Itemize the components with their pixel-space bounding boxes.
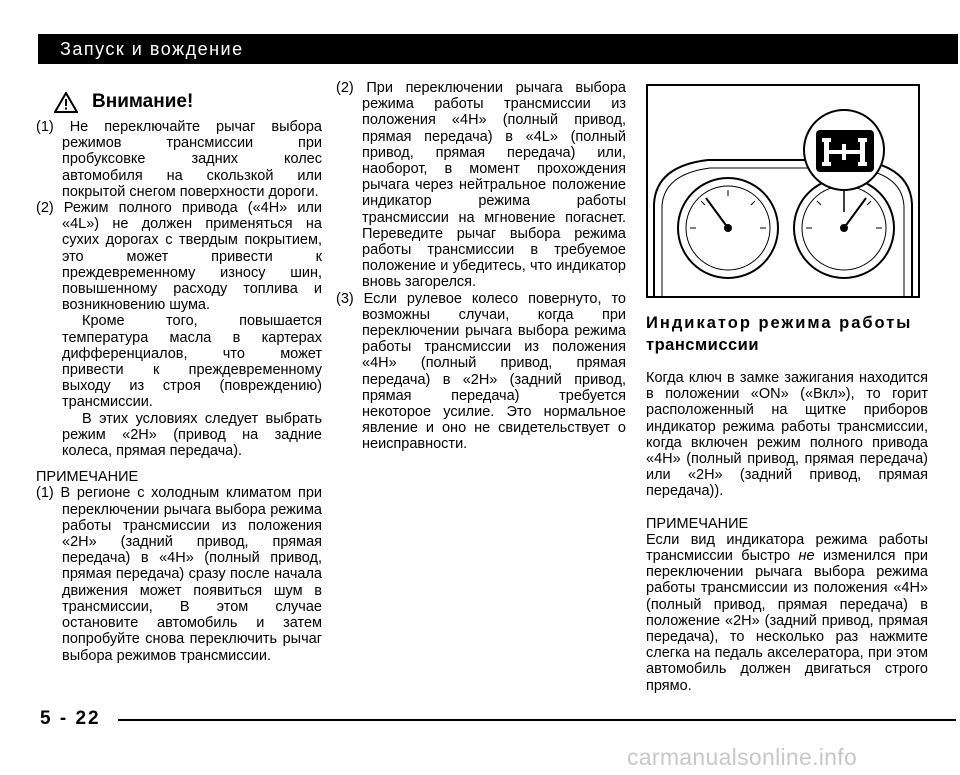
figure-caption-line-1: Индикатор режима работы <box>646 314 913 332</box>
note-heading-2: ПРИМЕЧАНИЕ <box>646 515 749 532</box>
note-item-2: (2) При переключении рычага выбора режима работы трансмиссии из положения «4H» (полный привод, прямая передача) в «4L» (полный привод, прямая передача) или, наоборот, в момент прохождения рычага через нейтральное положение индикатор режима работы трансмиссии на мгновение погаснет. Переведите рычаг выбора режима работы трансмиссии в требуемое положение и убедитесь, что индикатор вновь загорелся. <box>336 80 626 291</box>
figure-caption-line-2: трансмиссии <box>646 336 759 354</box>
indicator-description: Когда ключ в замке зажигания находится в положении «ON» («Вкл»), то горит расположенный на щитке приборов индикатор режима работы трансмиссии, когда включен режим полного привода «4H» (полный привод, прямая передача) или «2H» (задний привод, прямая передача)). <box>646 370 928 500</box>
warning-item-2: (2) Режим полного привода («4H» или «4L») не должен применяться на сухих дорогах с твердым покрытием, это может привести к преждевременному износу шин, повышенному расходу топлива и возникновению шума. <box>36 200 322 314</box>
page-number: 5 - 22 <box>40 708 101 729</box>
note-heading: ПРИМЕЧАНИЕ <box>36 469 139 486</box>
warning-continuation-2: В этих условиях следует выбрать режим «2H» (привод на задние колеса, прямая передача). <box>62 410 322 460</box>
figure-caption <box>646 312 928 356</box>
note-2-emphasis: не <box>798 548 815 565</box>
note-2-text-before: Если вид индикатора режима работы трансмиссии быстро <box>646 531 928 565</box>
warning-heading <box>54 92 322 113</box>
note-item-3: (3) Если рулевое колесо повернуто, то возможны случаи, когда при переключении рычага выбора режима работы трансмиссии из положения «4H» (полный привод, прямая передача) в «2H» (задний привод, прямая передача) требуется некоторое усилие. Это нормальное явление и оно не свидетельствует о неисправности. <box>336 290 626 453</box>
column-middle <box>336 80 626 453</box>
note-2-text <box>646 532 928 694</box>
column-right <box>646 312 928 694</box>
note-item-1: (1) В регионе с холодным климатом при переключении рычага выбора режима работы трансмиссии из положения «2H» (задний привод, прямая передача) в «4H» (полный привод, прямая передача) сразу после начала движения может появиться шум в трансмиссии, В этом случае остановите автомобиль и затем попробуйте снова переключить рычаг выбора режимов трансмиссии. <box>36 485 322 664</box>
instrument-cluster-illustration <box>648 86 918 296</box>
warning-continuation-1: Кроме того, повышается температура масла в картерах дифференциалов, что может привести к преждевременному выходу из строя (повреждению) трансмиссии. <box>62 313 322 411</box>
watermark: carmanualsonline.info <box>627 744 858 770</box>
warning-title: Внимание! <box>92 91 194 113</box>
note-2-text-after: изменился при переключении рычага выбора режима работы трансмиссии из положения «4H» (полный привод, прямая передача) в положение «2H» (задний привод, прямая передача), то несколько раз нажмите слегка на педаль акселератора, при этом автомобиль должен двигаться строго прямо. <box>646 548 928 694</box>
section-header-bar <box>38 34 958 64</box>
section-title: Запуск и вождение <box>60 39 244 59</box>
footer-rule <box>118 719 956 721</box>
warning-item-1: (1) Не переключайте рычаг выбора режимов трансмиссии при пробуксовке задних колес автомобиля на скользкой или покрытой снегом поверхности дороги. <box>36 119 322 200</box>
instrument-cluster-figure <box>646 84 920 298</box>
warning-triangle-icon <box>54 92 78 113</box>
column-left <box>36 92 322 664</box>
